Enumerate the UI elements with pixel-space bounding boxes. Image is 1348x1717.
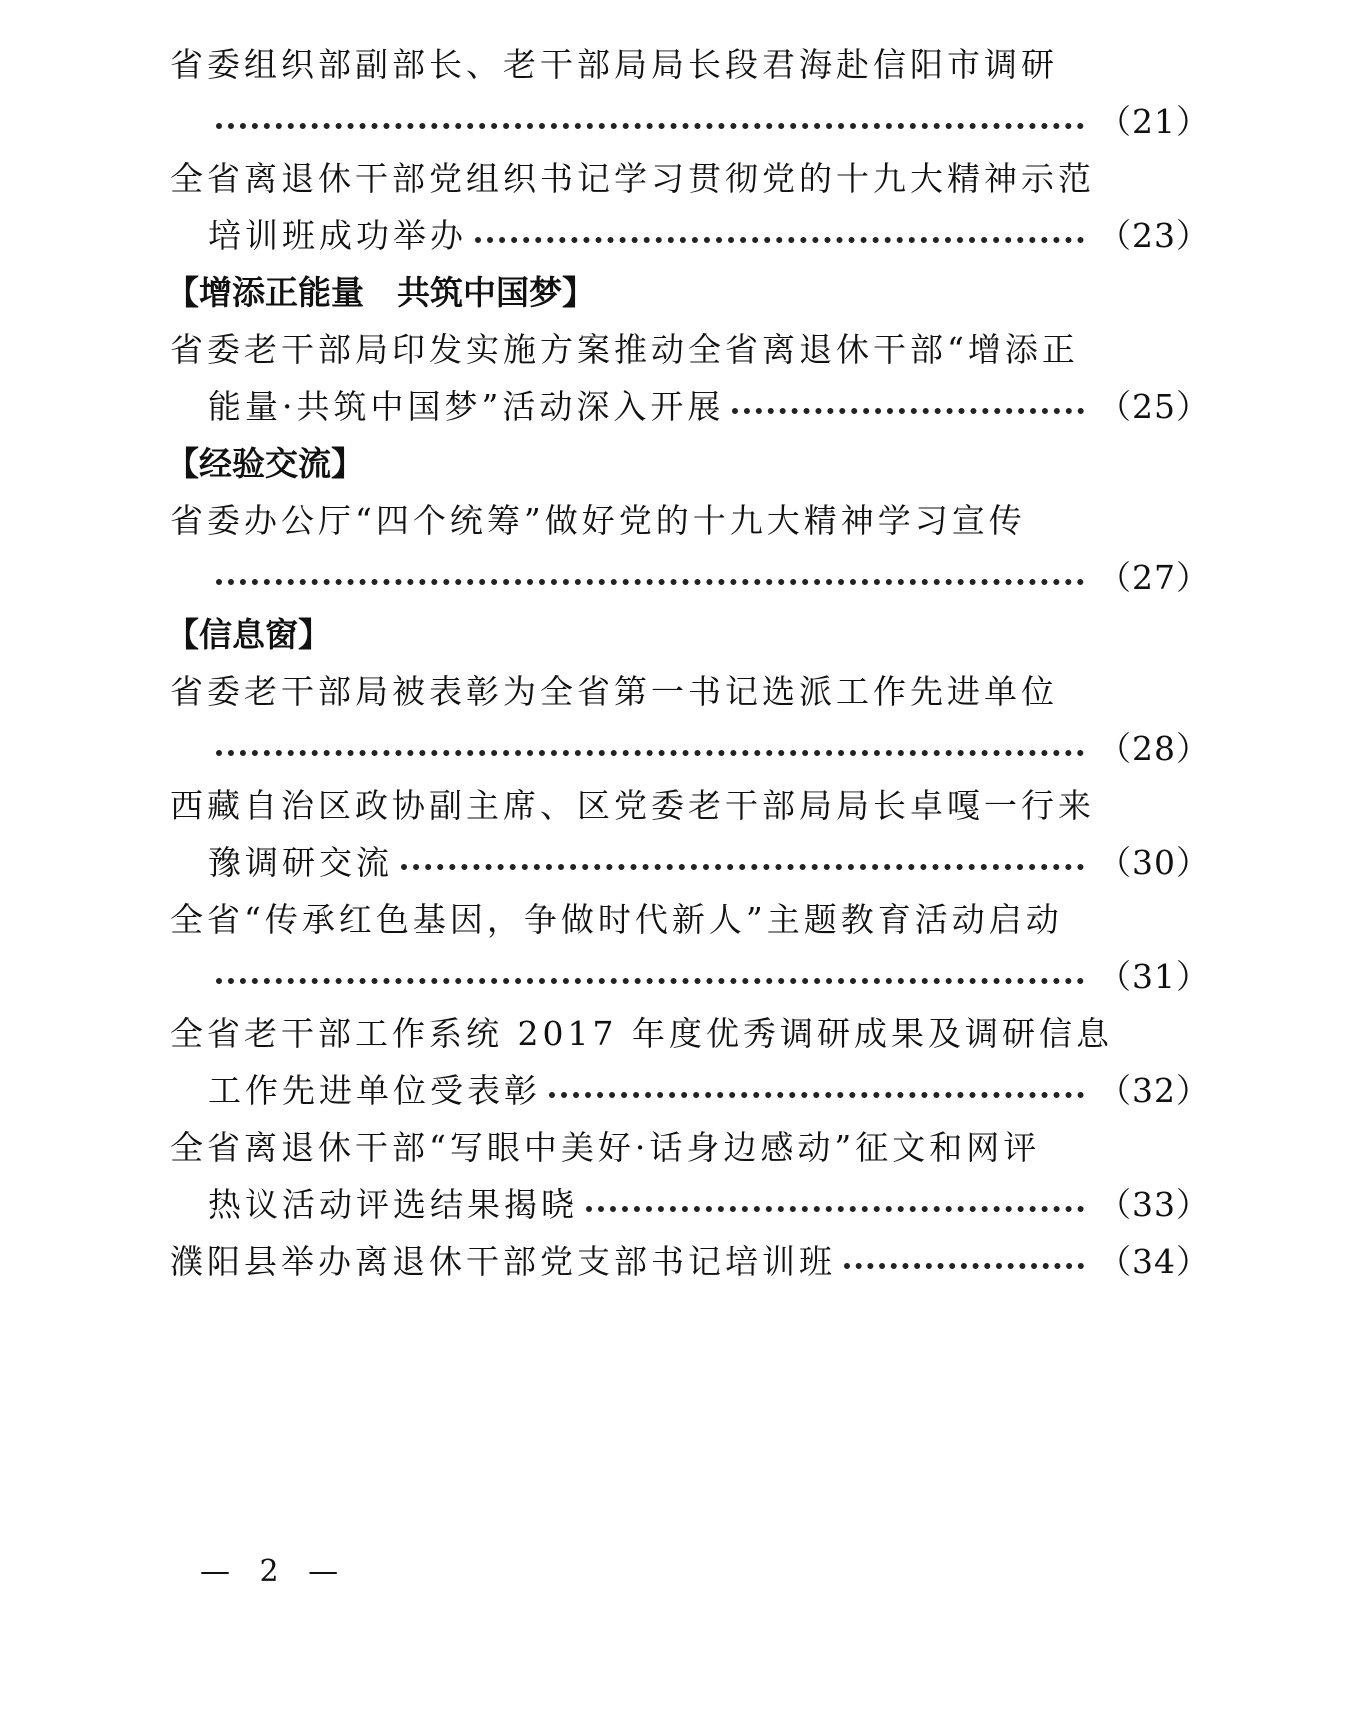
dot-leader	[216, 750, 1084, 756]
toc-page-ref[interactable]: （30）	[1098, 843, 1210, 882]
toc-entry-title[interactable]: 省委办公厅“四个统筹”做好党的十九大精神学习宣传	[170, 501, 1026, 540]
dot-leader	[216, 123, 1084, 129]
toc-entry-title-cont[interactable]: 热议活动评选结果揭晓	[208, 1185, 578, 1224]
toc-page-ref[interactable]: （27）	[1098, 558, 1210, 597]
dot-leader	[216, 579, 1084, 585]
dot-leader	[549, 1092, 1084, 1098]
toc-entry-title-cont[interactable]: 豫调研交流	[208, 843, 393, 882]
toc-section-heading: 【信息窗】	[166, 615, 331, 654]
dot-leader	[586, 1206, 1084, 1212]
toc-entry-title[interactable]: 省委组织部副部长、老干部局局长段君海赴信阳市调研	[170, 45, 1058, 84]
toc-entry-title[interactable]: 濮阳县举办离退休干部党支部书记培训班	[170, 1242, 836, 1281]
toc-entry-title[interactable]: 全省离退休干部“写眼中美好·话身边感动”征文和网评	[170, 1128, 1041, 1167]
dot-leader	[475, 237, 1084, 243]
toc-entry-title[interactable]: 省委老干部局被表彰为全省第一书记选派工作先进单位	[170, 672, 1058, 711]
dot-leader	[401, 864, 1084, 870]
toc-section-heading: 【经验交流】	[166, 444, 364, 483]
toc-entry-leader-line	[170, 720, 1210, 777]
toc-entry-title[interactable]: 全省“传承红色基因，争做时代新人”主题教育活动启动	[170, 900, 1063, 939]
toc-page-ref[interactable]: （23）	[1098, 216, 1210, 255]
dot-leader	[216, 978, 1084, 984]
toc-entry-single-line	[170, 1233, 1210, 1290]
toc-entry-leader-line	[170, 549, 1210, 606]
toc-entry-title[interactable]: 西藏自治区政协副主席、区党委老干部局局长卓嘎一行来	[170, 786, 1095, 825]
toc-page-ref[interactable]: （31）	[1098, 957, 1210, 996]
dot-leader	[732, 408, 1084, 414]
toc-entry-title-cont[interactable]: 培训班成功举办	[208, 216, 467, 255]
toc-entry-continuation	[170, 1176, 1210, 1233]
toc-entry-continuation	[170, 1062, 1210, 1119]
toc-entry-title[interactable]: 全省老干部工作系统 2017 年度优秀调研成果及调研信息	[170, 1014, 1113, 1053]
toc-page-ref[interactable]: （28）	[1098, 729, 1210, 768]
toc-entry-leader-line	[170, 93, 1210, 150]
page-number: — 2 —	[200, 1554, 349, 1589]
table-of-contents	[166, 36, 1210, 1290]
toc-entry-continuation	[170, 834, 1210, 891]
toc-section-heading: 【增添正能量 共筑中国梦】	[166, 273, 595, 312]
toc-page-ref[interactable]: （21）	[1098, 102, 1210, 141]
toc-page-ref[interactable]: （32）	[1098, 1071, 1210, 1110]
toc-page-ref[interactable]: （33）	[1098, 1185, 1210, 1224]
toc-entry-continuation	[170, 207, 1210, 264]
toc-entry-leader-line	[170, 948, 1210, 1005]
toc-entry-continuation	[170, 378, 1210, 435]
toc-page-ref[interactable]: （25）	[1098, 387, 1210, 426]
dot-leader	[844, 1263, 1084, 1269]
toc-page-ref[interactable]: （34）	[1098, 1242, 1210, 1281]
toc-entry-title[interactable]: 全省离退休干部党组织书记学习贯彻党的十九大精神示范	[170, 159, 1095, 198]
toc-entry-title-cont[interactable]: 工作先进单位受表彰	[208, 1071, 541, 1110]
toc-entry-title[interactable]: 省委老干部局印发实施方案推动全省离退休干部“增添正	[170, 330, 1079, 369]
toc-entry-title-cont[interactable]: 能量·共筑中国梦”活动深入开展	[208, 387, 725, 426]
